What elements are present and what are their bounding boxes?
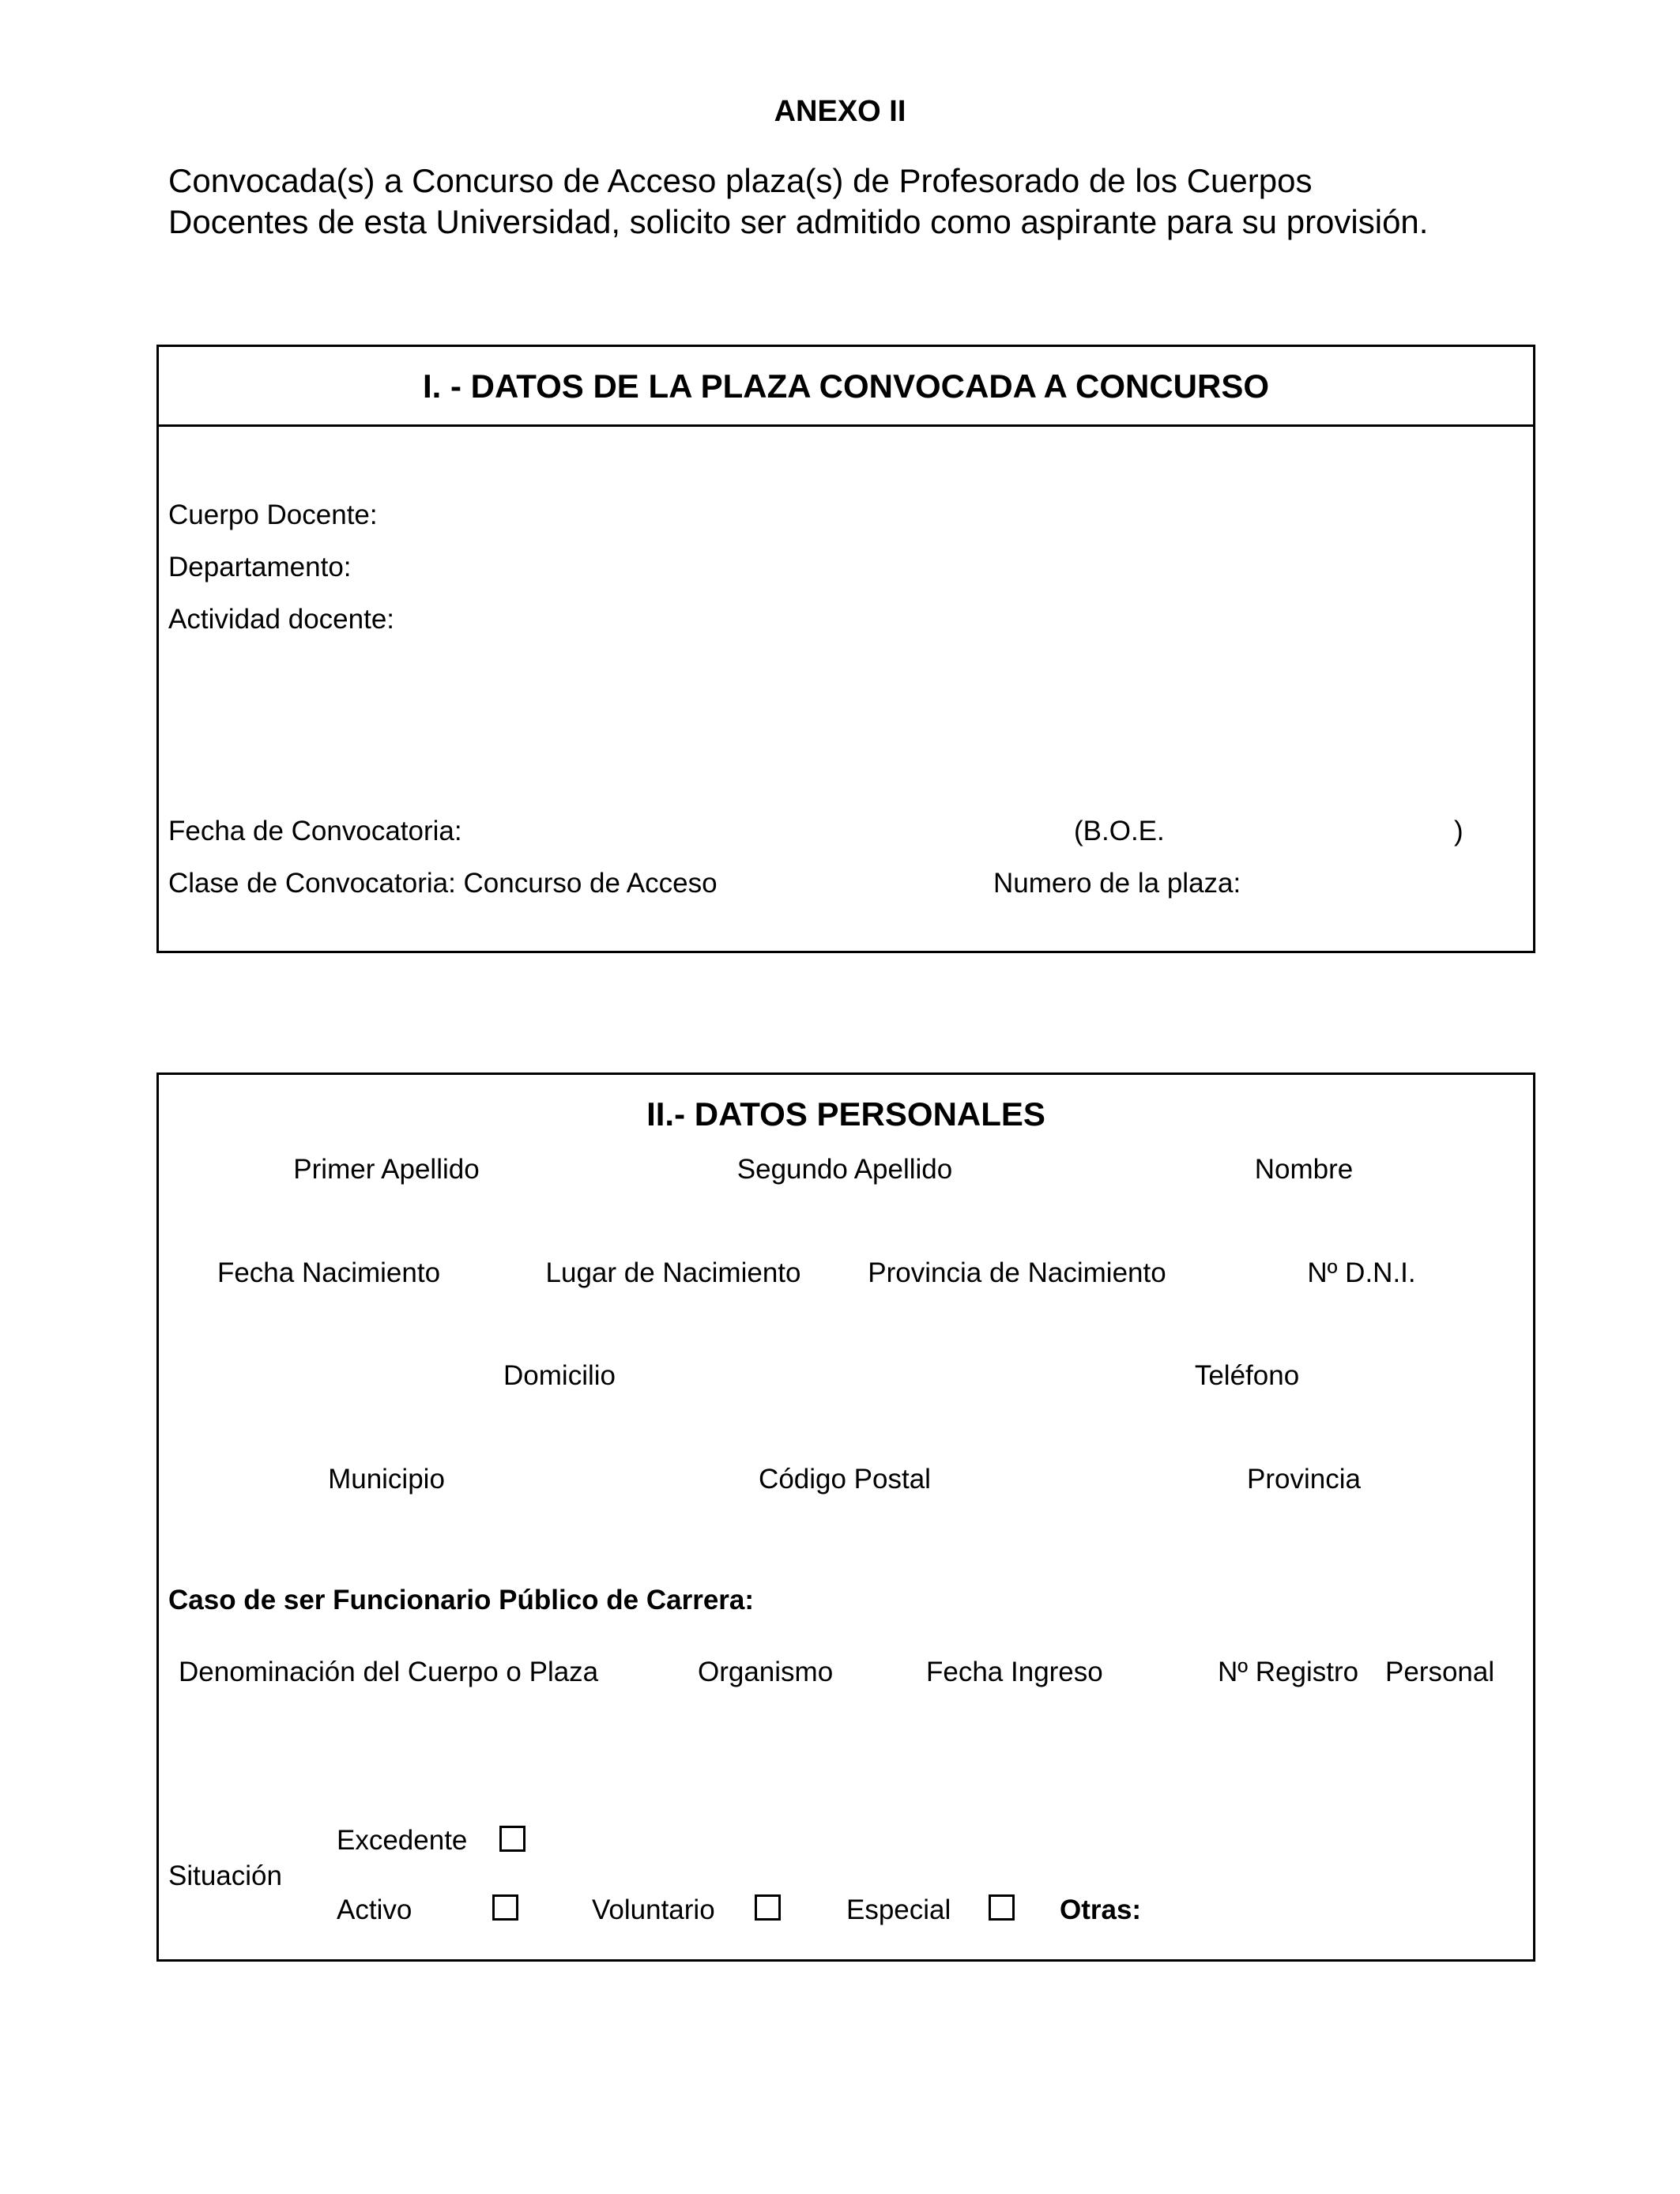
clase-convocatoria-label: Clase de Convocatoria: Concurso de Acceso	[168, 868, 718, 899]
excedente-label: Excedente	[337, 1825, 468, 1856]
actividad-docente-label: Actividad docente:	[168, 604, 395, 635]
especial-checkbox[interactable]	[989, 1894, 1015, 1921]
activo-label: Activo	[337, 1894, 412, 1925]
personal-label: Personal	[1385, 1657, 1495, 1687]
nombre-label: Nombre	[1254, 1154, 1354, 1185]
fecha-nacimiento-label: Fecha Nacimiento	[217, 1257, 441, 1288]
denominacion-cuerpo-label: Denominación del Cuerpo o Plaza	[179, 1657, 599, 1687]
lugar-nacimiento-label: Lugar de Nacimiento	[545, 1257, 801, 1288]
boe-open-label: (B.O.E.	[1074, 816, 1165, 846]
intro-line-2: Docentes de esta Universidad, solicito ser admitido como aspirante para su provisión.	[168, 203, 1429, 240]
provincia-label: Provincia	[1247, 1464, 1361, 1495]
fecha-ingreso-label: Fecha Ingreso	[926, 1657, 1103, 1687]
activo-checkbox[interactable]	[492, 1894, 518, 1921]
codigo-postal-label: Código Postal	[759, 1464, 931, 1495]
excedente-checkbox[interactable]	[499, 1826, 525, 1852]
departamento-label: Departamento:	[168, 552, 352, 582]
section-plaza-divider	[159, 424, 1533, 427]
otras-label: Otras:	[1060, 1894, 1142, 1925]
situacion-label: Situación	[168, 1860, 282, 1891]
intro-line-1: Convocada(s) a Concurso de Acceso plaza(s) de Profesorado de los Cuerpos	[168, 162, 1313, 199]
municipio-label: Municipio	[328, 1464, 445, 1495]
page-title: ANEXO II	[774, 95, 906, 128]
domicilio-label: Domicilio	[503, 1360, 616, 1391]
organismo-label: Organismo	[698, 1657, 834, 1687]
section-plaza-box	[156, 345, 1535, 953]
section-personales-heading: II.- DATOS PERSONALES	[646, 1095, 1045, 1133]
telefono-label: Teléfono	[1194, 1360, 1300, 1391]
numero-plaza-label: Numero de la plaza:	[993, 868, 1241, 899]
segundo-apellido-label: Segundo Apellido	[736, 1154, 953, 1185]
cuerpo-docente-label: Cuerpo Docente:	[168, 499, 378, 530]
registro-label: Nº Registro	[1218, 1657, 1359, 1687]
voluntario-checkbox[interactable]	[755, 1894, 781, 1921]
voluntario-label: Voluntario	[592, 1894, 715, 1925]
section-plaza-heading: I. - DATOS DE LA PLAZA CONVOCADA A CONCURSO	[423, 368, 1269, 405]
provincia-nacimiento-label: Provincia de Nacimiento	[868, 1257, 1166, 1288]
primer-apellido-label: Primer Apellido	[293, 1154, 480, 1185]
dni-label: Nº D.N.I.	[1307, 1257, 1416, 1288]
boe-close-label: )	[1454, 816, 1463, 846]
especial-label: Especial	[846, 1894, 951, 1925]
fecha-convocatoria-label: Fecha de Convocatoria:	[168, 816, 462, 846]
funcionario-heading: Caso de ser Funcionario Público de Carrera:	[168, 1585, 755, 1615]
